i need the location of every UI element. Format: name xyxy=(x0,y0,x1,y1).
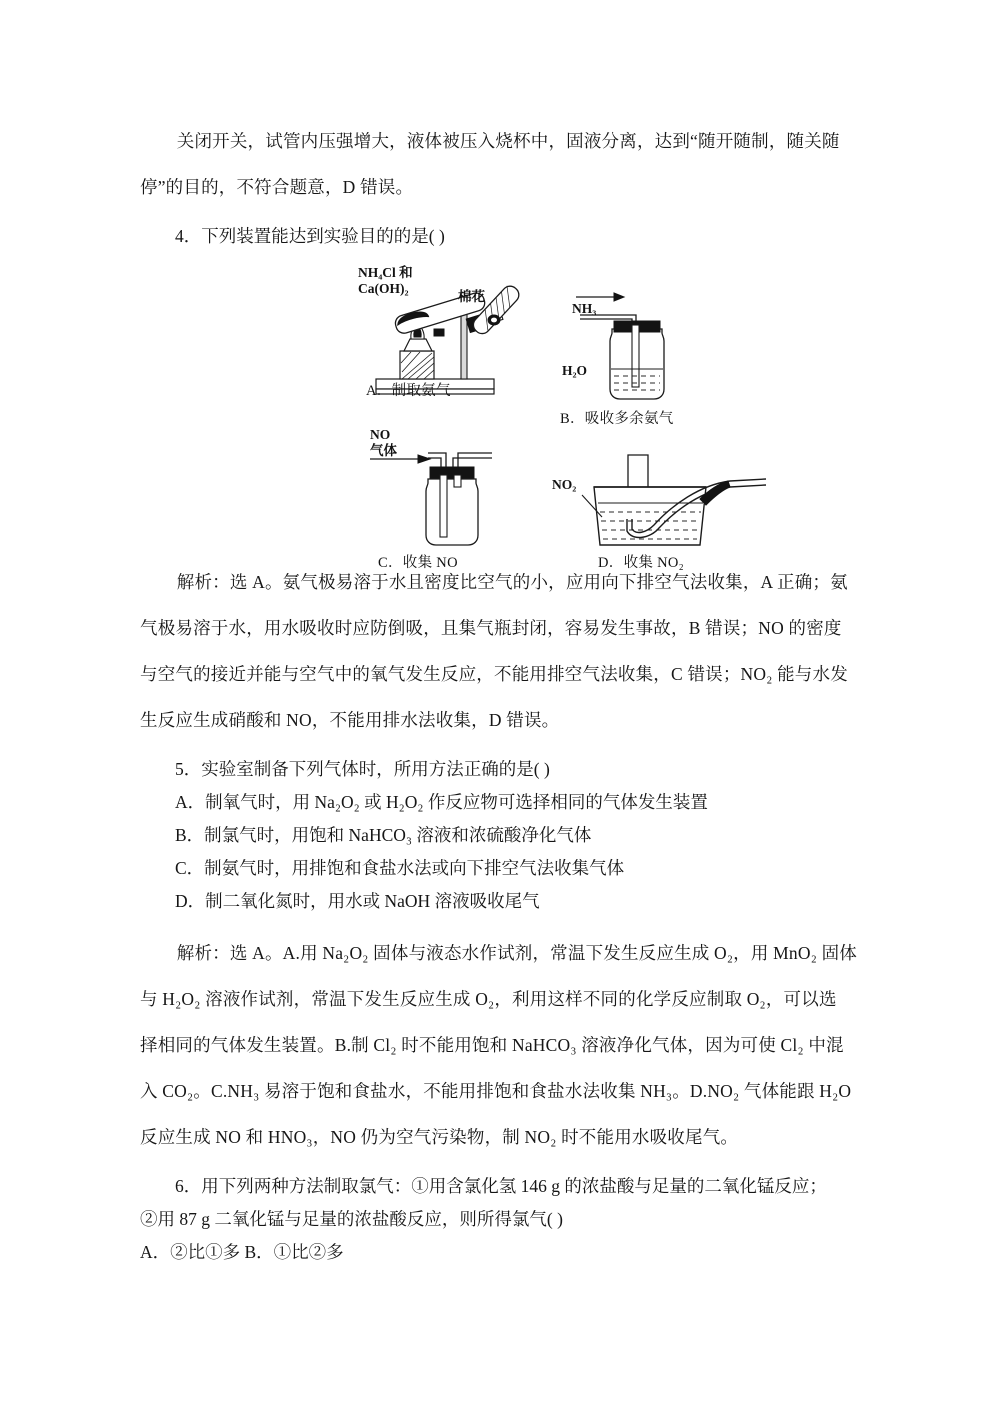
solution-5-line-5: 反应生成 NO 和 HNO₃，NO 仍为空气污染物，制 NO₂ 时不能用水吸收尾气。 xyxy=(140,1127,739,1147)
question-4-stem: 4．下列装置能达到实验目的的是( ) xyxy=(175,226,445,246)
solution-4-line-1: 解析：选 A。氨气极易溶于水且密度比空气的小，应用向下排空气法收集，A 正确；氨 xyxy=(176,572,848,592)
figure-b-gas-label: NH₃ xyxy=(572,301,597,316)
figure-a-cotton-label: 棉花 xyxy=(458,289,485,304)
figure-d-collect-no2 xyxy=(580,459,770,559)
question-6-stem-line-2: ②用 87 g 二氧化锰与足量的浓盐酸反应，则所得氯气( ) xyxy=(140,1209,563,1229)
continued-solution-line-2: 停”的目的，不符合题意，D 错误。 xyxy=(140,177,414,197)
question-5-stem: 5．实验室制备下列气体时，所用方法正确的是( ) xyxy=(175,759,550,779)
figure-d-caption: D．收集 NO₂ xyxy=(598,555,684,571)
figure-c-gas-label-line1: NO xyxy=(370,427,391,442)
figure-d-gas-label: NO₂ xyxy=(552,477,577,492)
question-6-options: A．②比①多 B．①比②多 xyxy=(140,1242,344,1262)
figure-b-liquid-label: H₂O xyxy=(562,363,588,378)
question-6-stem-line-1: 6．用下列两种方法制取氯气：①用含氯化氢 146 g 的浓盐酸与足量的二氧化锰反应； xyxy=(175,1176,827,1196)
question-5-option-c: C．制氨气时，用排饱和食盐水法或向下排空气法收集气体 xyxy=(175,858,625,878)
figure-a-reagent-label-line2: Ca(OH)₂ xyxy=(358,281,409,296)
page-content xyxy=(140,118,860,1269)
figure-a-reagent-label-line1: NH₄Cl 和 xyxy=(358,265,413,280)
solution-5-line-2: 与 H₂O₂ 溶液作试剂，常温下发生反应生成 O₂，利用这样不同的化学反应制取 O₂，可以选 xyxy=(140,989,837,1009)
solution-4-line-2: 气极易溶于水，用水吸收时应防倒吸，且集气瓶封闭，容易发生事故，B 错误；NO 的密度 xyxy=(140,618,842,638)
solution-5-line-1: 解析：选 A。A.用 Na₂O₂ 固体与液态水作试剂，常温下发生反应生成 O₂，用 MnO₂ 固体 xyxy=(176,943,857,963)
question-5-option-b: B．制氯气时，用饱和 NaHCO₃ 溶液和浓硫酸净化气体 xyxy=(175,825,592,845)
solution-4-line-3: 与空气的接近并能与空气中的氧气发生反应，不能用排空气法收集，C 错误；NO₂ 能与水发 xyxy=(140,664,848,684)
figure-b-caption: B．吸收多余氨气 xyxy=(560,411,674,427)
question-5-option-a: A．制氧气时，用 Na₂O₂ 或 H₂O₂ 作反应物可选择相同的气体发生装置 xyxy=(175,792,708,812)
figure-a-caption: A．制取氨气 xyxy=(366,383,451,399)
solution-4-line-4: 生反应生成硝酸和 NO，不能用排水法收集，D 错误。 xyxy=(140,710,560,730)
figure-d-leader-line xyxy=(580,493,608,519)
figure-c-gas-label-line2: 气体 xyxy=(370,443,397,458)
continued-solution-line-1: 关闭开关，试管内压强增大，液体被压入烧杯中，固液分离，达到“随开随制，随关随 xyxy=(176,131,840,151)
apparatus-figure-group xyxy=(140,259,860,571)
solution-5-line-3: 择相同的气体发生装置。B.制 Cl₂ 时不能用饱和 NaHCO₃ 溶液净化气体，因为可使 Cl₂ 中混 xyxy=(140,1035,844,1055)
question-5-option-d: D．制二氧化氮时，用水或 NaOH 溶液吸收尾气 xyxy=(175,891,540,911)
solution-5-line-4: 入 CO₂。C.NH₃ 易溶于饱和食盐水，不能用排饱和食盐水法收集 NH₃。D.NO₂ 气体能跟 H₂O xyxy=(140,1081,852,1101)
figure-c-caption: C．收集 NO xyxy=(378,555,458,571)
